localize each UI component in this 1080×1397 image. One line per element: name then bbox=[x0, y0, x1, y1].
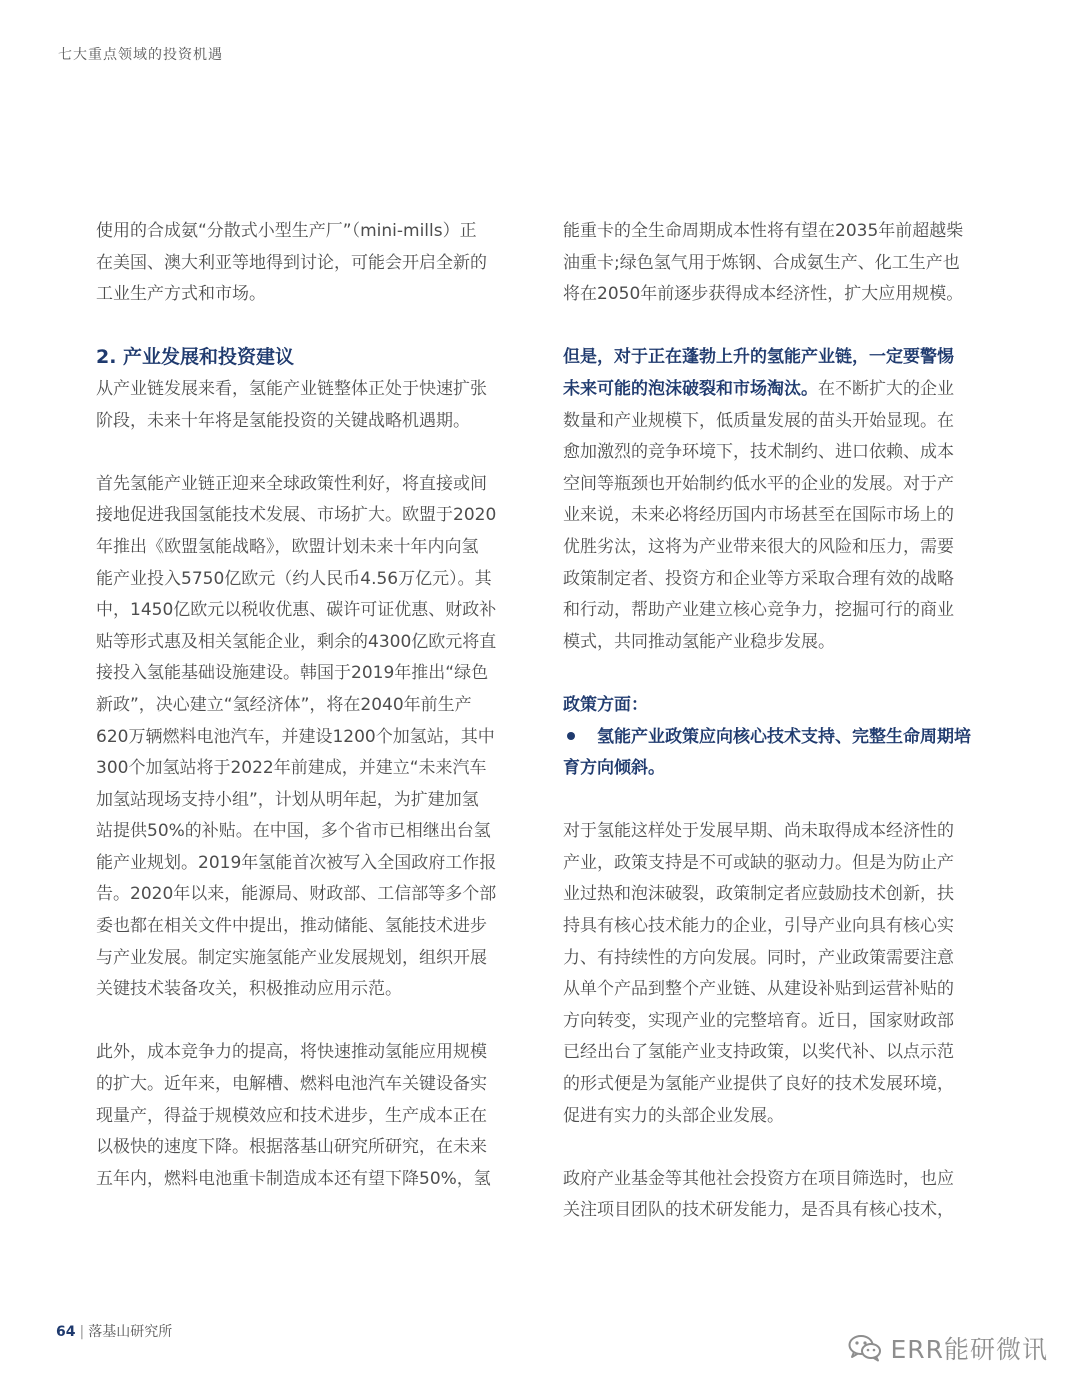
text-line bbox=[96, 1069, 536, 1101]
wechat-watermark bbox=[848, 1330, 1048, 1366]
body-text: 300个加氢站将于2022年前建成，并建立“未来汽车 bbox=[96, 758, 487, 779]
body-text: 从产业链发展来看，氢能产业链整体正处于快速扩张 bbox=[96, 378, 487, 399]
paragraph-gap bbox=[563, 785, 975, 817]
text-line bbox=[563, 500, 975, 532]
body-text: 贴等形式惠及相关氢能企业，剩余的4300亿欧元将直 bbox=[96, 631, 497, 652]
text-line bbox=[563, 816, 975, 848]
body-text: 方向转变，实现产业的完整培育。近日，国家财政部 bbox=[563, 1010, 954, 1031]
body-text: 从单个产品到整个产业链、从建设补贴到运营补贴的 bbox=[563, 979, 954, 1000]
paragraph-gap bbox=[563, 658, 975, 690]
body-text: 的形式便是为氢能产业提供了良好的技术发展环境， bbox=[563, 1074, 954, 1095]
body-text: 业来说，未来必将经历国内市场甚至在国际市场上的 bbox=[563, 505, 954, 526]
text-line bbox=[96, 722, 536, 754]
body-text: 阶段，未来十年将是氢能投资的关键战略机遇期。 bbox=[96, 410, 470, 431]
body-text: 620万辆燃料电池汽车，并建设1200个加氢站，其中 bbox=[96, 726, 495, 747]
body-text: 将在2050年前逐步获得成本经济性，扩大应用规模。 bbox=[563, 284, 964, 305]
text-line bbox=[563, 1037, 975, 1069]
body-text: 新政”，决心建立“氢经济体”，将在2040年前生产 bbox=[96, 694, 472, 715]
text-line bbox=[563, 374, 975, 406]
text-line bbox=[563, 1164, 975, 1196]
text-line bbox=[563, 690, 975, 722]
text-line bbox=[96, 658, 536, 690]
body-text: 政策制定者、投资方和企业等方采取合理有效的战略 bbox=[563, 568, 954, 589]
text-line bbox=[563, 753, 975, 785]
body-text: 力、有持续性的方向发展。同时，产业政策需要注意 bbox=[563, 947, 954, 968]
emphasis-text: 政策方面： bbox=[563, 694, 648, 715]
text-line bbox=[96, 1132, 536, 1164]
body-text: 关注项目团队的技术研发能力，是否具有核心技术， bbox=[563, 1200, 954, 1221]
text-line bbox=[96, 469, 536, 501]
body-text: 五年内，燃料电池重卡制造成本还有望下降50%，氢 bbox=[96, 1168, 491, 1189]
wechat-icon bbox=[848, 1334, 882, 1362]
body-text: 此外，成本竞争力的提高，将快速推动氢能应用规模 bbox=[96, 1042, 487, 1063]
text-line bbox=[96, 1164, 536, 1196]
body-text: 能重卡的全生命周期成本性将有望在2035年前超越柴 bbox=[563, 221, 964, 241]
body-text: 年推出《欧盟氢能战略》，欧盟计划未来十年内向氢 bbox=[96, 536, 479, 557]
body-text: 加氢站现场支持小组”，计划从明年起，为扩建加氢 bbox=[96, 789, 479, 810]
body-text: 对于氢能这样处于发展早期、尚未取得成本经济性的 bbox=[563, 821, 954, 842]
text-line bbox=[96, 879, 536, 911]
text-line bbox=[96, 374, 536, 406]
text-line bbox=[563, 406, 975, 438]
body-text: 工业生产方式和市场。 bbox=[96, 284, 266, 305]
text-line bbox=[563, 248, 975, 280]
body-text: 能产业规划。2019年氢能首次被写入全国政府工作报 bbox=[96, 852, 497, 873]
body-text: 产业，政策支持是不可或缺的驱动力。但是为防止产 bbox=[563, 852, 954, 873]
body-text: 政府产业基金等其他社会投资方在项目筛选时，也应 bbox=[563, 1168, 954, 1189]
body-text: 油重卡;绿色氢气用于炼钢、合成氨生产、化工生产也 bbox=[563, 252, 960, 273]
text-line bbox=[563, 1006, 975, 1038]
text-line bbox=[563, 216, 975, 248]
text-line bbox=[96, 248, 536, 280]
body-text: 数量和产业规模下，低质量发展的苗头开始显现。在 bbox=[563, 410, 954, 431]
right-column bbox=[563, 216, 975, 1227]
body-text: 优胜劣汰，这将为产业带来很大的风险和压力，需要 bbox=[563, 536, 954, 557]
text-line bbox=[96, 816, 536, 848]
text-line bbox=[563, 1101, 975, 1133]
body-text: 已经出台了氢能产业支持政策，以奖代补、以点示范 bbox=[563, 1042, 954, 1063]
body-text: 持具有核心技术能力的企业，引导产业向具有核心实 bbox=[563, 916, 954, 937]
body-text: 愈加激烈的竞争环境下，技术制约、进口依赖、成本 bbox=[563, 442, 954, 463]
text-line bbox=[563, 848, 975, 880]
footer-separator: | bbox=[79, 1324, 85, 1340]
text-line bbox=[563, 532, 975, 564]
text-line bbox=[563, 595, 975, 627]
text-line bbox=[96, 627, 536, 659]
text-line bbox=[96, 216, 536, 248]
body-text: 能产业投入5750亿欧元（约人民币4.56万亿元）。其 bbox=[96, 568, 492, 589]
text-line bbox=[96, 848, 536, 880]
text-line bbox=[96, 974, 536, 1006]
body-text: 接地促进我国氢能技术发展、市场扩大。欧盟于2020 bbox=[96, 505, 497, 526]
text-line bbox=[563, 342, 975, 374]
running-header: 七大重点领域的投资机遇 bbox=[58, 47, 223, 63]
text-line bbox=[96, 595, 536, 627]
body-text: 委也都在相关文件中提出，推动储能、氢能技术进步 bbox=[96, 916, 487, 937]
text-line bbox=[563, 974, 975, 1006]
text-line bbox=[96, 753, 536, 785]
emphasis-text: 未来可能的泡沫破裂和市场淘汰。 bbox=[563, 378, 818, 399]
text-line bbox=[563, 437, 975, 469]
text-line bbox=[96, 785, 536, 817]
text-line bbox=[563, 279, 975, 311]
paragraph-gap bbox=[96, 1006, 536, 1038]
body-text: 促进有实力的头部企业发展。 bbox=[563, 1105, 784, 1126]
text-line bbox=[96, 564, 536, 596]
body-text: 模式，共同推动氢能产业稳步发展。 bbox=[563, 631, 835, 652]
text-line bbox=[563, 564, 975, 596]
body-text: 使用的合成氨“分散式小型生产厂”（mini-mills）正 bbox=[96, 221, 477, 241]
page-footer bbox=[56, 1321, 172, 1341]
emphasis-text: 育方向倾斜。 bbox=[563, 758, 665, 779]
text-line bbox=[96, 279, 536, 311]
body-text: 现量产，得益于规模效应和技术进步，生产成本正在 bbox=[96, 1105, 487, 1126]
paragraph-gap bbox=[563, 1132, 975, 1164]
text-line bbox=[96, 1101, 536, 1133]
text-line bbox=[96, 943, 536, 975]
body-text: 中，1450亿欧元以税收优惠、碳许可证优惠、财政补 bbox=[96, 600, 497, 621]
text-line bbox=[563, 1195, 975, 1227]
text-line bbox=[563, 943, 975, 975]
body-text: 告。2020年以来，能源局、财政部、工信部等多个部 bbox=[96, 884, 497, 905]
bullet-icon bbox=[567, 732, 575, 740]
body-text: 和行动，帮助产业建立核心竞争力，挖掘可行的商业 bbox=[563, 600, 954, 621]
page-number: 64 bbox=[56, 1324, 76, 1340]
text-line bbox=[563, 1069, 975, 1101]
text-line bbox=[96, 532, 536, 564]
body-text: 在美国、澳大利亚等地得到讨论，可能会开启全新的 bbox=[96, 252, 487, 273]
text-line bbox=[563, 879, 975, 911]
text-line bbox=[96, 500, 536, 532]
text-line bbox=[96, 1037, 536, 1069]
emphasis-text: 但是，对于正在蓬勃上升的氢能产业链，一定要警惕 bbox=[563, 347, 954, 368]
text-line bbox=[563, 911, 975, 943]
body-text: 的扩大。近年来，电解槽、燃料电池汽车关键设备实 bbox=[96, 1074, 487, 1095]
body-text: 业过热和泡沫破裂，政策制定者应鼓励技术创新，扶 bbox=[563, 884, 954, 905]
section-heading: 2. 产业发展和投资建议 bbox=[96, 346, 295, 369]
body-text: 接投入氢能基础设施建设。韩国于2019年推出“绿色 bbox=[96, 663, 489, 684]
text-line bbox=[563, 722, 975, 754]
body-text: 关键技术装备攻关，积极推动应用示范。 bbox=[96, 979, 402, 1000]
text-line bbox=[96, 406, 536, 438]
text-line bbox=[563, 627, 975, 659]
body-text: 首先氢能产业链正迎来全球政策性利好，将直接或间 bbox=[96, 473, 487, 494]
body-text: 空间等瓶颈也开始制约低水平的企业的发展。对于产 bbox=[563, 473, 954, 494]
text-line bbox=[563, 469, 975, 501]
publisher-name: 落基山研究所 bbox=[88, 1324, 173, 1340]
paragraph-gap bbox=[563, 311, 975, 343]
body-text: 以极快的速度下降。根据落基山研究所研究，在未来 bbox=[96, 1137, 487, 1158]
text-line bbox=[96, 690, 536, 722]
text-line bbox=[96, 911, 536, 943]
body-text: 与产业发展。制定实施氢能产业发展规划，组织开展 bbox=[96, 947, 487, 968]
watermark-text: ERR能研微讯 bbox=[890, 1335, 1048, 1364]
body-text: 在不断扩大的企业 bbox=[818, 378, 954, 399]
paragraph-gap bbox=[96, 311, 536, 343]
left-column bbox=[96, 216, 536, 1195]
body-text: 站提供50%的补贴。在中国，多个省市已相继出台氢 bbox=[96, 821, 491, 842]
bullet-text: 氢能产业政策应向核心技术支持、完整生命周期培 bbox=[597, 726, 971, 747]
paragraph-gap bbox=[96, 437, 536, 469]
